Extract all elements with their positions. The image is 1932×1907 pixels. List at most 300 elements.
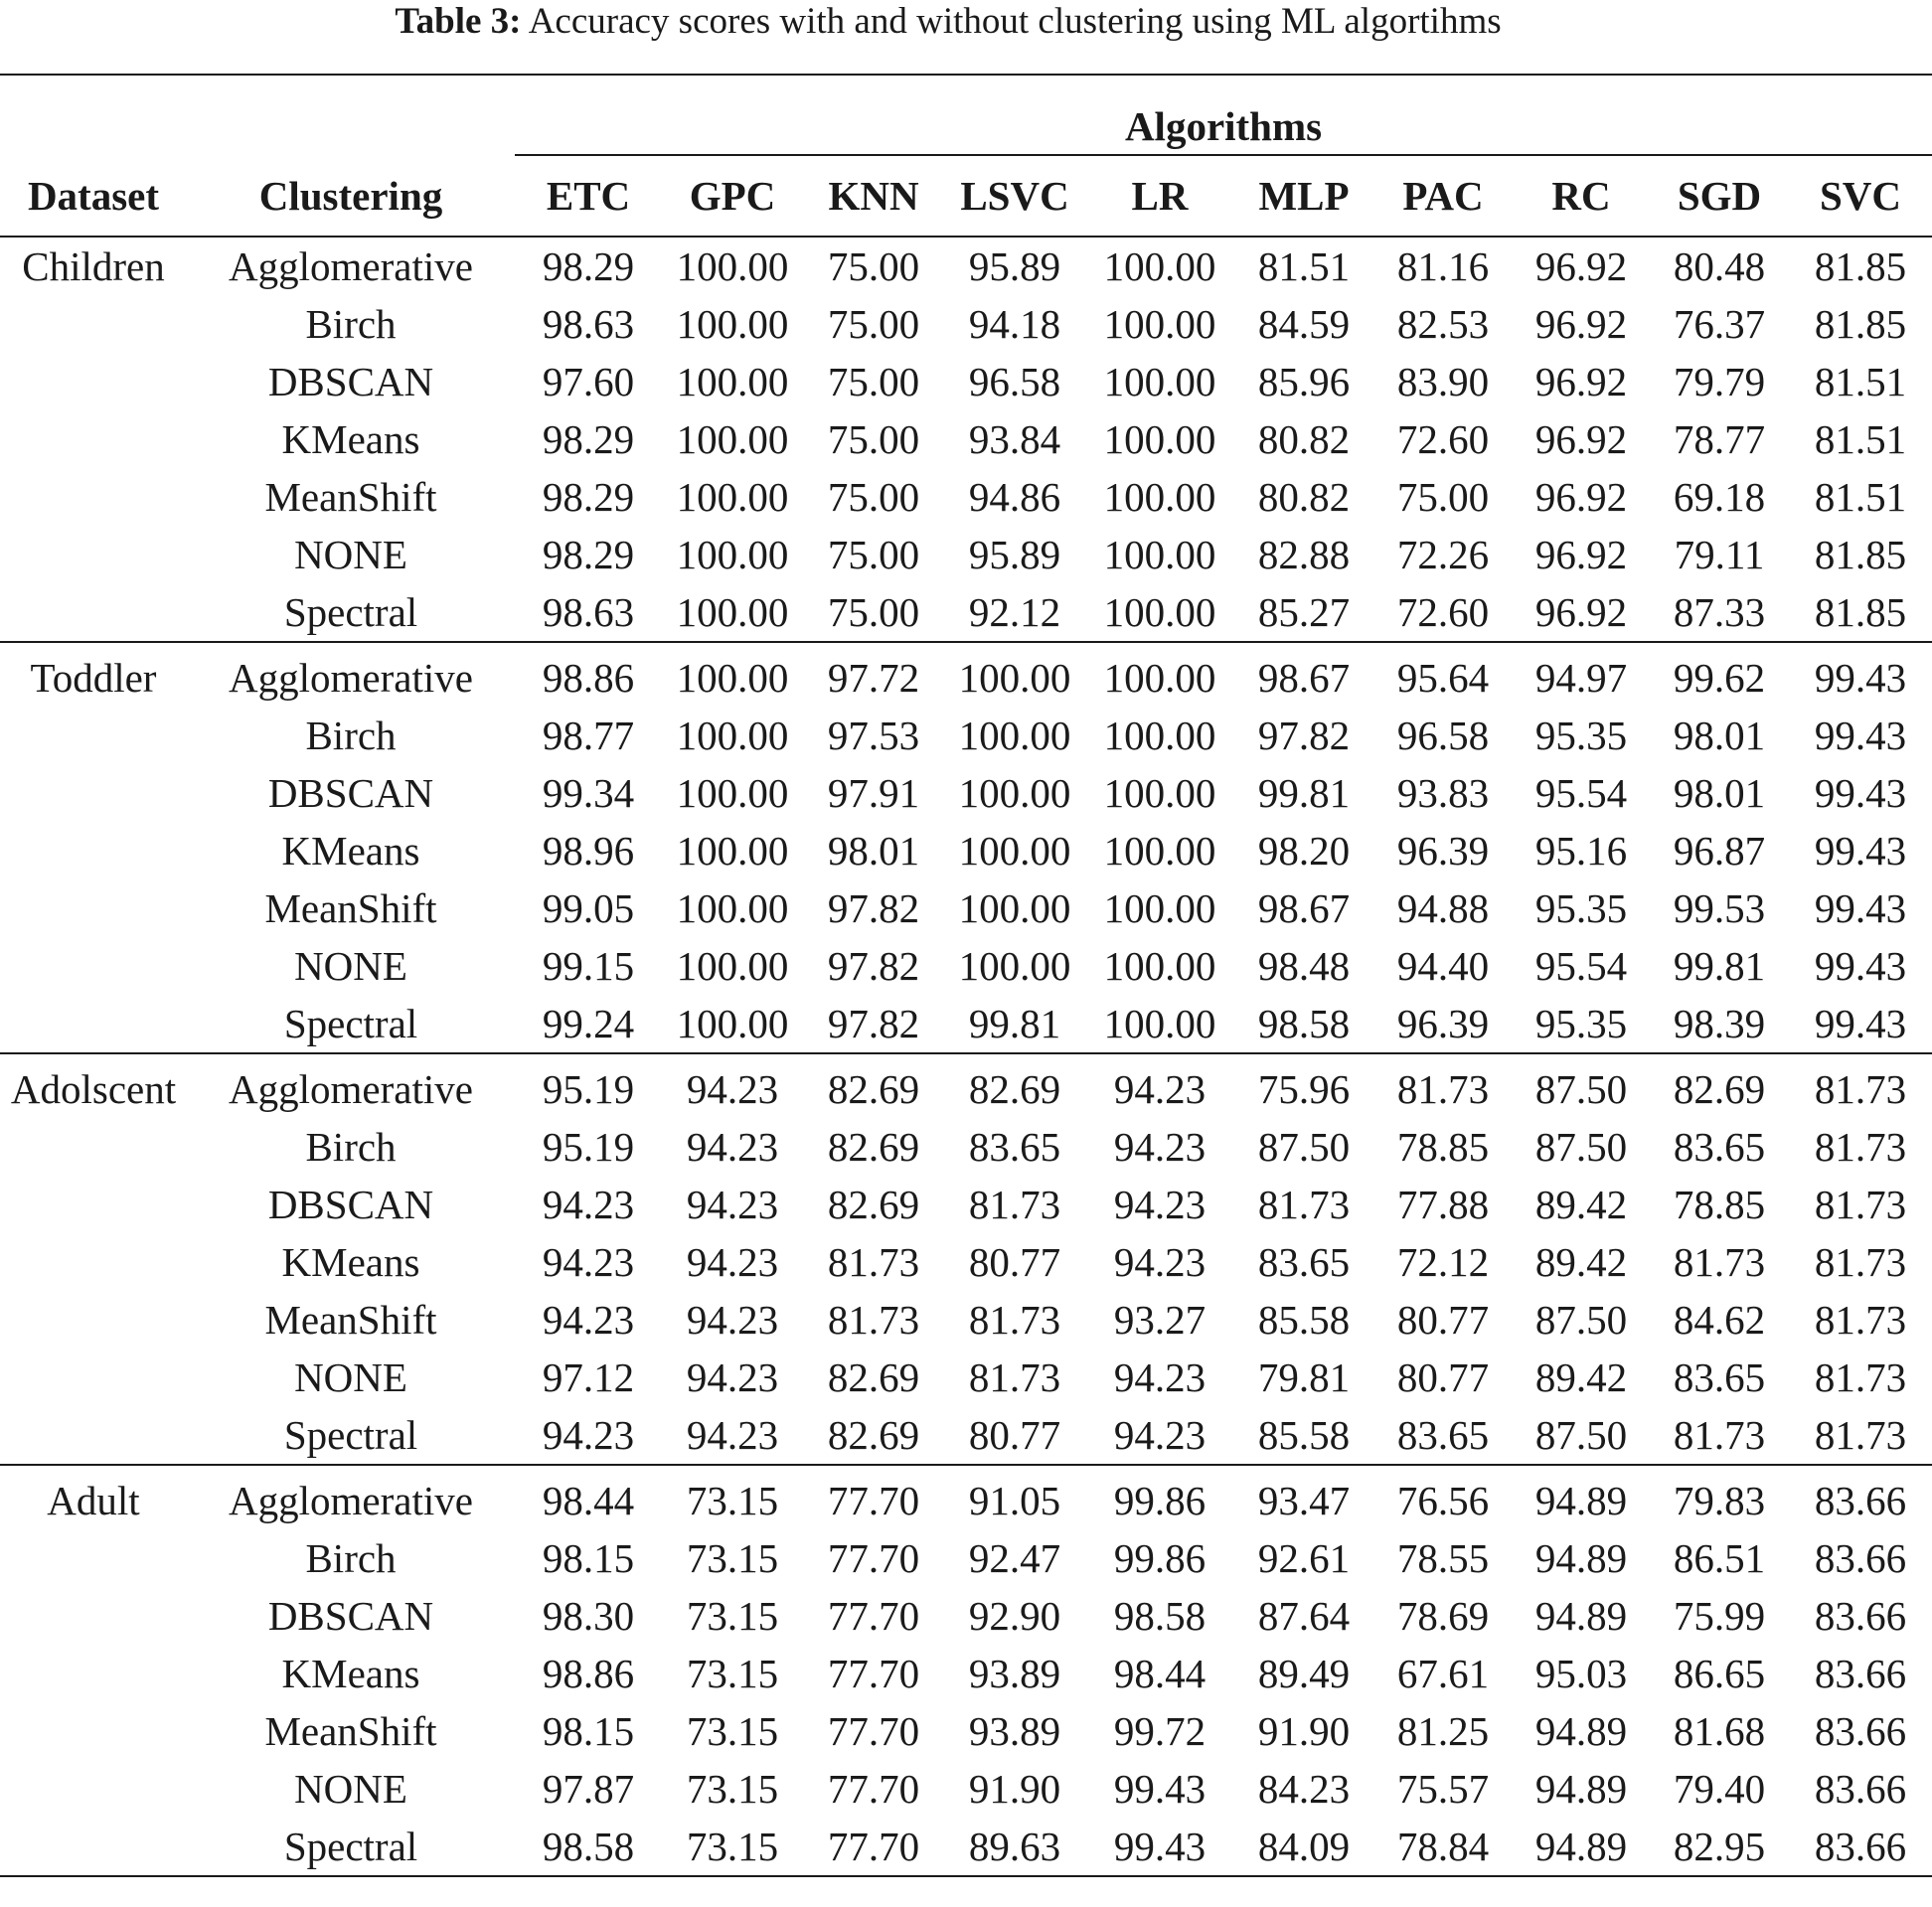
score-cell: 72.60 bbox=[1396, 589, 1490, 635]
score-cell: 100.00 bbox=[958, 828, 1071, 874]
score-cell: 75.00 bbox=[827, 589, 920, 635]
score-cell: 81.25 bbox=[1396, 1708, 1490, 1754]
score-cell: 98.63 bbox=[542, 589, 635, 635]
score-cell: 94.89 bbox=[1534, 1766, 1628, 1812]
score-cell: 77.70 bbox=[827, 1593, 920, 1639]
score-cell: 80.77 bbox=[1396, 1297, 1490, 1343]
score-cell: 73.15 bbox=[686, 1766, 779, 1812]
dataset-cell bbox=[0, 1645, 187, 1702]
score-cell: 91.05 bbox=[944, 1465, 1085, 1529]
score-cell: 81.73 bbox=[1814, 1182, 1907, 1227]
score-cell: 77.70 bbox=[827, 1651, 920, 1696]
algorithms-group-header: Algorithms bbox=[515, 75, 1932, 155]
dataset-cell bbox=[0, 1118, 187, 1176]
score-cell: 94.23 bbox=[686, 1182, 779, 1227]
score-cell: 93.89 bbox=[968, 1651, 1061, 1696]
dataset-cell bbox=[0, 295, 187, 353]
table-row bbox=[0, 1818, 1932, 1876]
score-cell: 83.66 bbox=[1814, 1766, 1907, 1812]
score-cell: 99.43 bbox=[1113, 1766, 1207, 1812]
score-cell: 83.66 bbox=[1814, 1535, 1907, 1581]
dataset-cell bbox=[0, 1818, 187, 1876]
score-cell: 98.01 bbox=[1673, 713, 1766, 758]
score-cell: 98.63 bbox=[542, 301, 635, 347]
score-cell: 95.64 bbox=[1373, 642, 1513, 707]
score-cell: 97.60 bbox=[542, 359, 635, 404]
table-row bbox=[0, 468, 1932, 526]
score-cell: 99.62 bbox=[1650, 642, 1789, 707]
score-cell: 81.85 bbox=[1814, 243, 1907, 289]
score-cell: 84.62 bbox=[1673, 1297, 1766, 1343]
score-cell: 82.69 bbox=[944, 1053, 1085, 1118]
score-cell: 97.72 bbox=[803, 642, 944, 707]
score-cell: 94.23 bbox=[542, 1297, 635, 1343]
score-cell: 100.00 bbox=[958, 713, 1071, 758]
score-cell: 83.66 bbox=[1814, 1708, 1907, 1754]
table-row bbox=[0, 879, 1932, 937]
dataset-cell bbox=[0, 1291, 187, 1349]
score-cell: 92.90 bbox=[968, 1593, 1061, 1639]
score-cell: 83.66 bbox=[1789, 1818, 1932, 1876]
table-row bbox=[0, 353, 1932, 410]
score-cell: 100.00 bbox=[1103, 532, 1216, 577]
score-cell: 99.86 bbox=[1113, 1535, 1207, 1581]
dataset-cell bbox=[0, 1349, 187, 1406]
clustering-cell: DBSCAN bbox=[267, 1593, 434, 1639]
score-cell: 87.50 bbox=[1257, 1124, 1351, 1170]
clustering-cell: MeanShift bbox=[264, 1708, 437, 1754]
table-row bbox=[0, 1349, 1932, 1406]
table-row bbox=[0, 707, 1932, 764]
score-cell: 98.20 bbox=[1257, 828, 1351, 874]
clustering-cell: MeanShift bbox=[264, 1297, 437, 1343]
score-cell: 94.40 bbox=[1396, 943, 1490, 989]
score-cell: 82.53 bbox=[1396, 301, 1490, 347]
score-cell: 82.69 bbox=[827, 1182, 920, 1227]
caption-text: Accuracy scores with and without clustering using ML algortihms bbox=[528, 1, 1502, 42]
score-cell: 95.54 bbox=[1534, 943, 1628, 989]
score-cell: 85.96 bbox=[1257, 359, 1351, 404]
score-cell: 86.65 bbox=[1673, 1651, 1766, 1696]
score-cell: 77.70 bbox=[827, 1708, 920, 1754]
clustering-cell: Agglomerative bbox=[229, 243, 473, 289]
score-cell: 97.82 bbox=[1257, 713, 1351, 758]
table-row bbox=[0, 822, 1932, 879]
score-cell: 100.00 bbox=[676, 943, 789, 989]
score-cell: 82.69 bbox=[827, 1354, 920, 1400]
score-cell: 100.00 bbox=[676, 243, 789, 289]
score-cell: 94.23 bbox=[1113, 1124, 1207, 1170]
score-cell: 81.51 bbox=[1814, 474, 1907, 520]
table-row bbox=[0, 237, 1932, 295]
score-cell: 78.85 bbox=[1396, 1124, 1490, 1170]
score-cell: 81.73 bbox=[1814, 1412, 1907, 1458]
score-cell: 82.88 bbox=[1257, 532, 1351, 577]
dataset-cell bbox=[0, 1176, 187, 1233]
score-cell: 85.58 bbox=[1257, 1297, 1351, 1343]
score-cell: 89.63 bbox=[944, 1818, 1085, 1876]
score-cell: 96.39 bbox=[1396, 1001, 1490, 1046]
score-cell: 72.26 bbox=[1396, 532, 1490, 577]
table-row bbox=[0, 995, 1932, 1053]
caption-label: Table 3: bbox=[395, 1, 522, 42]
score-cell: 96.92 bbox=[1534, 474, 1628, 520]
clustering-cell: MeanShift bbox=[264, 885, 437, 931]
clustering-cell: Agglomerative bbox=[187, 1465, 515, 1529]
score-cell: 79.11 bbox=[1674, 532, 1765, 577]
score-cell: 100.00 bbox=[1085, 642, 1234, 707]
score-cell: 98.44 bbox=[515, 1465, 662, 1529]
score-cell: 99.05 bbox=[542, 885, 635, 931]
score-cell: 96.58 bbox=[1396, 713, 1490, 758]
score-cell: 99.81 bbox=[1673, 943, 1766, 989]
clustering-cell: Spectral bbox=[283, 589, 418, 635]
score-cell: 92.47 bbox=[968, 1535, 1061, 1581]
score-cell: 78.69 bbox=[1396, 1593, 1490, 1639]
score-cell: 89.42 bbox=[1534, 1354, 1628, 1400]
clustering-cell: KMeans bbox=[281, 1651, 420, 1696]
dataset-cell bbox=[0, 764, 187, 822]
score-cell: 73.15 bbox=[662, 1465, 803, 1529]
algorithm-column-header: SGD bbox=[1650, 155, 1789, 237]
score-cell: 83.65 bbox=[1257, 1239, 1351, 1285]
score-cell: 87.64 bbox=[1257, 1593, 1351, 1639]
score-cell: 81.85 bbox=[1814, 532, 1907, 577]
dataset-cell bbox=[0, 1702, 187, 1760]
score-cell: 99.43 bbox=[1814, 885, 1907, 931]
score-cell: 83.66 bbox=[1814, 1651, 1907, 1696]
score-cell: 94.23 bbox=[662, 1053, 803, 1118]
table-row bbox=[0, 526, 1932, 583]
score-cell: 81.73 bbox=[1814, 1297, 1907, 1343]
clustering-cell: NONE bbox=[294, 943, 407, 989]
score-cell: 98.39 bbox=[1673, 1001, 1766, 1046]
score-cell: 98.29 bbox=[542, 243, 635, 289]
algorithm-column-header: MLP bbox=[1234, 155, 1373, 237]
score-cell: 83.90 bbox=[1396, 359, 1490, 404]
score-cell: 76.37 bbox=[1673, 301, 1766, 347]
score-cell: 99.43 bbox=[1814, 770, 1907, 816]
algorithm-column-header: KNN bbox=[803, 155, 944, 237]
score-cell: 98.48 bbox=[1257, 943, 1351, 989]
dataset-cell bbox=[0, 1529, 187, 1587]
score-cell: 95.35 bbox=[1534, 1001, 1628, 1046]
score-cell: 80.82 bbox=[1257, 416, 1351, 462]
score-cell: 82.69 bbox=[827, 1124, 920, 1170]
table-row bbox=[0, 1291, 1932, 1349]
score-cell: 100.00 bbox=[958, 943, 1071, 989]
score-cell: 94.23 bbox=[1113, 1412, 1207, 1458]
score-cell: 100.00 bbox=[1103, 828, 1216, 874]
score-cell: 81.73 bbox=[1814, 1124, 1907, 1170]
score-cell: 100.00 bbox=[662, 642, 803, 707]
algorithm-column-header: RC bbox=[1513, 155, 1650, 237]
score-cell: 99.86 bbox=[1085, 1465, 1234, 1529]
score-cell: 75.00 bbox=[1396, 474, 1490, 520]
dataset-cell: Toddler bbox=[0, 642, 187, 707]
algorithm-column-header: LSVC bbox=[944, 155, 1085, 237]
clustering-cell: DBSCAN bbox=[267, 1182, 434, 1227]
algorithm-column-header: LR bbox=[1085, 155, 1234, 237]
score-cell: 75.00 bbox=[827, 474, 920, 520]
score-cell: 89.42 bbox=[1534, 1239, 1628, 1285]
score-cell: 84.59 bbox=[1257, 301, 1351, 347]
clustering-cell: DBSCAN bbox=[267, 770, 434, 816]
score-cell: 82.69 bbox=[827, 1412, 920, 1458]
score-cell: 73.15 bbox=[686, 1708, 779, 1754]
dataset-cell bbox=[0, 583, 187, 642]
score-cell: 95.19 bbox=[542, 1124, 635, 1170]
score-cell: 94.23 bbox=[1085, 1053, 1234, 1118]
score-cell: 77.70 bbox=[827, 1766, 920, 1812]
table-row bbox=[0, 410, 1932, 468]
score-cell: 98.67 bbox=[1257, 885, 1351, 931]
score-cell: 93.83 bbox=[1396, 770, 1490, 816]
score-cell: 95.54 bbox=[1534, 770, 1628, 816]
dataset-cell: Children bbox=[22, 243, 165, 289]
score-cell: 94.89 bbox=[1513, 1818, 1650, 1876]
table-row bbox=[0, 642, 1932, 707]
score-cell: 98.67 bbox=[1234, 642, 1373, 707]
score-cell: 98.15 bbox=[542, 1535, 635, 1581]
score-cell: 81.16 bbox=[1396, 243, 1490, 289]
score-cell: 77.70 bbox=[803, 1465, 944, 1529]
score-cell: 78.84 bbox=[1373, 1818, 1513, 1876]
clustering-cell: Birch bbox=[305, 1124, 397, 1170]
score-cell: 78.55 bbox=[1396, 1535, 1490, 1581]
dataset-cell bbox=[0, 410, 187, 468]
dataset-cell bbox=[0, 822, 187, 879]
score-cell: 82.95 bbox=[1650, 1818, 1789, 1876]
score-cell: 79.83 bbox=[1650, 1465, 1789, 1529]
score-cell: 98.58 bbox=[515, 1818, 662, 1876]
score-cell: 81.73 bbox=[968, 1354, 1061, 1400]
score-cell: 100.00 bbox=[1103, 1001, 1216, 1046]
table-row bbox=[0, 1406, 1932, 1465]
score-cell: 91.90 bbox=[968, 1766, 1061, 1812]
score-cell: 75.99 bbox=[1673, 1593, 1766, 1639]
score-cell: 100.00 bbox=[676, 474, 789, 520]
score-cell: 100.00 bbox=[944, 642, 1085, 707]
score-cell: 96.92 bbox=[1534, 359, 1628, 404]
score-cell: 92.12 bbox=[968, 589, 1061, 635]
clustering-cell: Agglomerative bbox=[187, 642, 515, 707]
score-cell: 97.91 bbox=[827, 770, 920, 816]
score-cell: 82.69 bbox=[803, 1053, 944, 1118]
dataset-cell: Adolscent bbox=[0, 1053, 187, 1118]
clustering-cell: NONE bbox=[294, 1354, 407, 1400]
dataset-cell bbox=[0, 937, 187, 995]
score-cell: 100.00 bbox=[958, 770, 1071, 816]
score-cell: 81.73 bbox=[827, 1239, 920, 1285]
score-cell: 77.88 bbox=[1396, 1182, 1490, 1227]
score-cell: 80.77 bbox=[968, 1412, 1061, 1458]
score-cell: 99.43 bbox=[1814, 828, 1907, 874]
score-cell: 100.00 bbox=[676, 416, 789, 462]
score-cell: 81.73 bbox=[1789, 1053, 1932, 1118]
score-cell: 100.00 bbox=[676, 359, 789, 404]
score-cell: 84.09 bbox=[1234, 1818, 1373, 1876]
score-cell: 99.81 bbox=[1257, 770, 1351, 816]
score-cell: 98.29 bbox=[542, 416, 635, 462]
table-row bbox=[0, 937, 1932, 995]
score-cell: 95.89 bbox=[968, 243, 1061, 289]
clustering-cell: KMeans bbox=[281, 828, 420, 874]
score-cell: 78.77 bbox=[1673, 416, 1766, 462]
score-cell: 99.43 bbox=[1814, 713, 1907, 758]
score-cell: 95.19 bbox=[515, 1053, 662, 1118]
score-cell: 81.73 bbox=[1673, 1412, 1766, 1458]
clustering-cell: Spectral bbox=[283, 1001, 418, 1046]
score-cell: 94.23 bbox=[1113, 1182, 1207, 1227]
score-cell: 79.40 bbox=[1673, 1766, 1766, 1812]
score-cell: 94.89 bbox=[1513, 1465, 1650, 1529]
score-cell: 94.23 bbox=[1113, 1354, 1207, 1400]
score-cell: 97.12 bbox=[542, 1354, 635, 1400]
score-cell: 94.23 bbox=[542, 1182, 635, 1227]
clustering-column-header: Clustering bbox=[187, 155, 515, 237]
score-cell: 80.82 bbox=[1257, 474, 1351, 520]
score-cell: 87.50 bbox=[1513, 1053, 1650, 1118]
score-cell: 99.72 bbox=[1113, 1708, 1207, 1754]
score-cell: 75.00 bbox=[827, 301, 920, 347]
score-cell: 81.73 bbox=[968, 1182, 1061, 1227]
dataset-cell bbox=[0, 526, 187, 583]
algorithm-column-header: SVC bbox=[1789, 155, 1932, 237]
score-cell: 81.51 bbox=[1814, 359, 1907, 404]
score-cell: 76.56 bbox=[1373, 1465, 1513, 1529]
score-cell: 81.85 bbox=[1814, 301, 1907, 347]
score-cell: 98.01 bbox=[1673, 770, 1766, 816]
score-cell: 96.87 bbox=[1673, 828, 1766, 874]
clustering-cell: Spectral bbox=[283, 1412, 418, 1458]
score-cell: 96.92 bbox=[1534, 416, 1628, 462]
score-cell: 96.92 bbox=[1534, 243, 1628, 289]
score-cell: 94.23 bbox=[686, 1412, 779, 1458]
algorithm-column-header: PAC bbox=[1373, 155, 1513, 237]
table-row bbox=[0, 1529, 1932, 1587]
score-cell: 100.00 bbox=[676, 770, 789, 816]
dataset-cell: Adult bbox=[0, 1465, 187, 1529]
score-cell: 81.51 bbox=[1814, 416, 1907, 462]
score-cell: 94.23 bbox=[686, 1354, 779, 1400]
score-cell: 78.85 bbox=[1673, 1182, 1766, 1227]
table-row bbox=[0, 1233, 1932, 1291]
clustering-cell: Agglomerative bbox=[187, 1053, 515, 1118]
score-cell: 97.82 bbox=[827, 1001, 920, 1046]
algorithm-column-header: GPC bbox=[662, 155, 803, 237]
score-cell: 80.77 bbox=[968, 1239, 1061, 1285]
score-cell: 81.73 bbox=[1257, 1182, 1351, 1227]
dataset-cell bbox=[0, 468, 187, 526]
score-cell: 94.18 bbox=[968, 301, 1061, 347]
results-table bbox=[0, 74, 1932, 1877]
score-cell: 94.89 bbox=[1534, 1708, 1628, 1754]
score-cell: 81.68 bbox=[1673, 1708, 1766, 1754]
score-cell: 87.33 bbox=[1673, 589, 1766, 635]
score-cell: 75.96 bbox=[1234, 1053, 1373, 1118]
score-cell: 81.73 bbox=[1373, 1053, 1513, 1118]
dataset-group bbox=[0, 1053, 1932, 1465]
table-row bbox=[0, 583, 1932, 642]
score-cell: 75.00 bbox=[827, 359, 920, 404]
score-cell: 81.73 bbox=[1673, 1239, 1766, 1285]
score-cell: 94.23 bbox=[1113, 1239, 1207, 1285]
score-cell: 82.69 bbox=[1650, 1053, 1789, 1118]
score-cell: 69.18 bbox=[1673, 474, 1766, 520]
score-cell: 96.92 bbox=[1534, 589, 1628, 635]
clustering-cell: NONE bbox=[294, 1766, 407, 1812]
score-cell: 99.53 bbox=[1673, 885, 1766, 931]
score-cell: 97.82 bbox=[827, 943, 920, 989]
score-cell: 81.73 bbox=[827, 1297, 920, 1343]
table-row bbox=[0, 1645, 1932, 1702]
clustering-cell: Birch bbox=[305, 1535, 397, 1581]
score-cell: 100.00 bbox=[1103, 359, 1216, 404]
score-cell: 83.66 bbox=[1814, 1593, 1907, 1639]
score-cell: 100.00 bbox=[1103, 713, 1216, 758]
table-row bbox=[0, 1176, 1932, 1233]
score-cell: 89.49 bbox=[1257, 1651, 1351, 1696]
score-cell: 94.89 bbox=[1534, 1535, 1628, 1581]
score-cell: 91.90 bbox=[1257, 1708, 1351, 1754]
score-cell: 99.81 bbox=[968, 1001, 1061, 1046]
score-cell: 100.00 bbox=[676, 713, 789, 758]
score-cell: 99.34 bbox=[542, 770, 635, 816]
score-cell: 77.70 bbox=[827, 1535, 920, 1581]
dataset-group bbox=[0, 237, 1932, 642]
score-cell: 94.89 bbox=[1534, 1593, 1628, 1639]
clustering-cell: DBSCAN bbox=[267, 359, 434, 404]
score-cell: 100.00 bbox=[676, 1001, 789, 1046]
dataset-cell bbox=[0, 1587, 187, 1645]
dataset-column-header: Dataset bbox=[0, 155, 187, 237]
score-cell: 100.00 bbox=[1103, 589, 1216, 635]
score-cell: 98.86 bbox=[515, 642, 662, 707]
score-cell: 100.00 bbox=[676, 532, 789, 577]
score-cell: 100.00 bbox=[1103, 243, 1216, 289]
score-cell: 98.15 bbox=[542, 1708, 635, 1754]
score-cell: 99.43 bbox=[1814, 943, 1907, 989]
score-cell: 96.92 bbox=[1534, 532, 1628, 577]
score-cell: 80.48 bbox=[1673, 243, 1766, 289]
score-cell: 72.60 bbox=[1396, 416, 1490, 462]
score-cell: 73.15 bbox=[686, 1535, 779, 1581]
algorithm-column-header: ETC bbox=[515, 155, 662, 237]
score-cell: 83.65 bbox=[968, 1124, 1061, 1170]
score-cell: 100.00 bbox=[1103, 474, 1216, 520]
score-cell: 100.00 bbox=[676, 589, 789, 635]
dataset-cell bbox=[0, 353, 187, 410]
score-cell: 100.00 bbox=[1103, 943, 1216, 989]
clustering-cell: KMeans bbox=[281, 416, 420, 462]
score-cell: 75.57 bbox=[1396, 1766, 1490, 1812]
score-cell: 94.23 bbox=[542, 1239, 635, 1285]
score-cell: 94.23 bbox=[686, 1239, 779, 1285]
score-cell: 89.42 bbox=[1534, 1182, 1628, 1227]
score-cell: 97.82 bbox=[827, 885, 920, 931]
score-cell: 96.92 bbox=[1534, 301, 1628, 347]
score-cell: 100.00 bbox=[1103, 416, 1216, 462]
table-row bbox=[0, 1053, 1932, 1118]
clustering-cell: Birch bbox=[305, 301, 397, 347]
score-cell: 99.43 bbox=[1814, 1001, 1907, 1046]
score-cell: 98.29 bbox=[542, 474, 635, 520]
score-cell: 85.58 bbox=[1257, 1412, 1351, 1458]
clustering-cell: KMeans bbox=[281, 1239, 420, 1285]
score-cell: 80.77 bbox=[1396, 1354, 1490, 1400]
table-row bbox=[0, 1760, 1932, 1818]
